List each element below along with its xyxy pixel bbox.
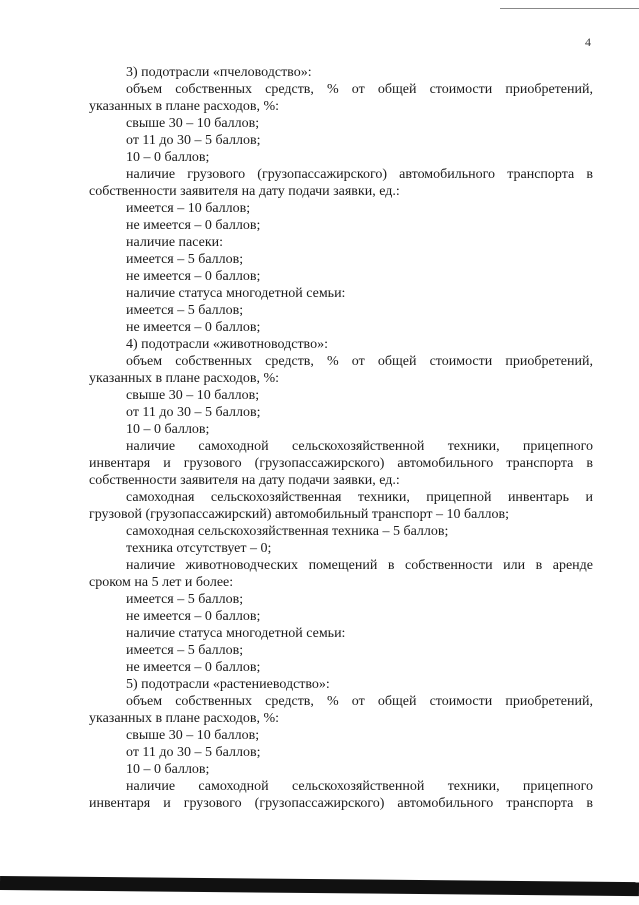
document-line: имеется – 5 баллов; xyxy=(126,643,244,658)
document-body xyxy=(89,64,593,812)
document-line: наличие грузового (грузопассажирского) автомобильного транспорта в xyxy=(126,167,593,182)
document-line: наличие статуса многодетной семьи: xyxy=(126,626,346,641)
document-line: объем собственных средств, % от общей стоимости приобретений, xyxy=(126,694,593,709)
document-line: 10 – 0 баллов; xyxy=(126,762,210,777)
document-line: грузовой (грузопассажирский) автомобильный транспорт – 10 баллов; xyxy=(89,507,509,522)
document-line: объем собственных средств, % от общей стоимости приобретений, xyxy=(126,354,593,369)
document-line: инвентаря и грузового (грузопассажирского) автомобильного транспорта в xyxy=(89,456,593,471)
document-line: наличие статуса многодетной семьи: xyxy=(126,286,346,301)
document-line: 4) подотрасли «животноводство»: xyxy=(126,337,328,352)
document-line: указанных в плане расходов, %: xyxy=(89,711,280,726)
document-line: свыше 30 – 10 баллов; xyxy=(126,728,260,743)
document-line: 10 – 0 баллов; xyxy=(126,422,210,437)
document-line: собственности заявителя на дату подачи заявки, ед.: xyxy=(89,473,400,488)
document-line: не имеется – 0 баллов; xyxy=(126,660,261,675)
document-line: свыше 30 – 10 баллов; xyxy=(126,388,260,403)
document-line: сроком на 5 лет и более: xyxy=(89,575,234,590)
document-line: от 11 до 30 – 5 баллов; xyxy=(126,405,261,420)
document-line: 10 – 0 баллов; xyxy=(126,150,210,165)
document-line: имеется – 5 баллов; xyxy=(126,592,244,607)
document-line: не имеется – 0 баллов; xyxy=(126,218,261,233)
document-line: наличие пасеки: xyxy=(126,235,224,250)
document-line: самоходная сельскохозяйственная техника – 5 баллов; xyxy=(126,524,449,539)
document-line: имеется – 5 баллов; xyxy=(126,252,244,267)
document-line: 5) подотрасли «растениеводство»: xyxy=(126,677,330,692)
document-line: инвентаря и грузового (грузопассажирского) автомобильного транспорта в xyxy=(89,796,593,811)
document-line: от 11 до 30 – 5 баллов; xyxy=(126,133,261,148)
document-line: самоходная сельскохозяйственная техники, прицепной инвентарь и xyxy=(126,490,593,505)
scan-edge-line xyxy=(500,8,639,9)
document-line: объем собственных средств, % от общей стоимости приобретений, xyxy=(126,82,593,97)
document-line: не имеется – 0 баллов; xyxy=(126,320,261,335)
document-line: от 11 до 30 – 5 баллов; xyxy=(126,745,261,760)
document-line: указанных в плане расходов, %: xyxy=(89,99,280,114)
document-line: не имеется – 0 баллов; xyxy=(126,269,261,284)
document-line: наличие самоходной сельскохозяйственной техники, прицепного xyxy=(126,779,593,794)
page-number: 4 xyxy=(585,35,591,49)
document-line: техника отсутствует – 0; xyxy=(126,541,272,556)
document-line: собственности заявителя на дату подачи заявки, ед.: xyxy=(89,184,400,199)
document-line: не имеется – 0 баллов; xyxy=(126,609,261,624)
document-line: указанных в плане расходов, %: xyxy=(89,371,280,386)
document-line: 3) подотрасли «пчеловодство»: xyxy=(126,65,312,80)
document-line: свыше 30 – 10 баллов; xyxy=(126,116,260,131)
document-line: наличие самоходной сельскохозяйственной техники, прицепного xyxy=(126,439,593,454)
document-line: имеется – 5 баллов; xyxy=(126,303,244,318)
document-line: наличие животноводческих помещений в собственности или в аренде xyxy=(126,558,593,573)
document-line: имеется – 10 баллов; xyxy=(126,201,251,216)
scan-bottom-shadow xyxy=(0,876,639,896)
